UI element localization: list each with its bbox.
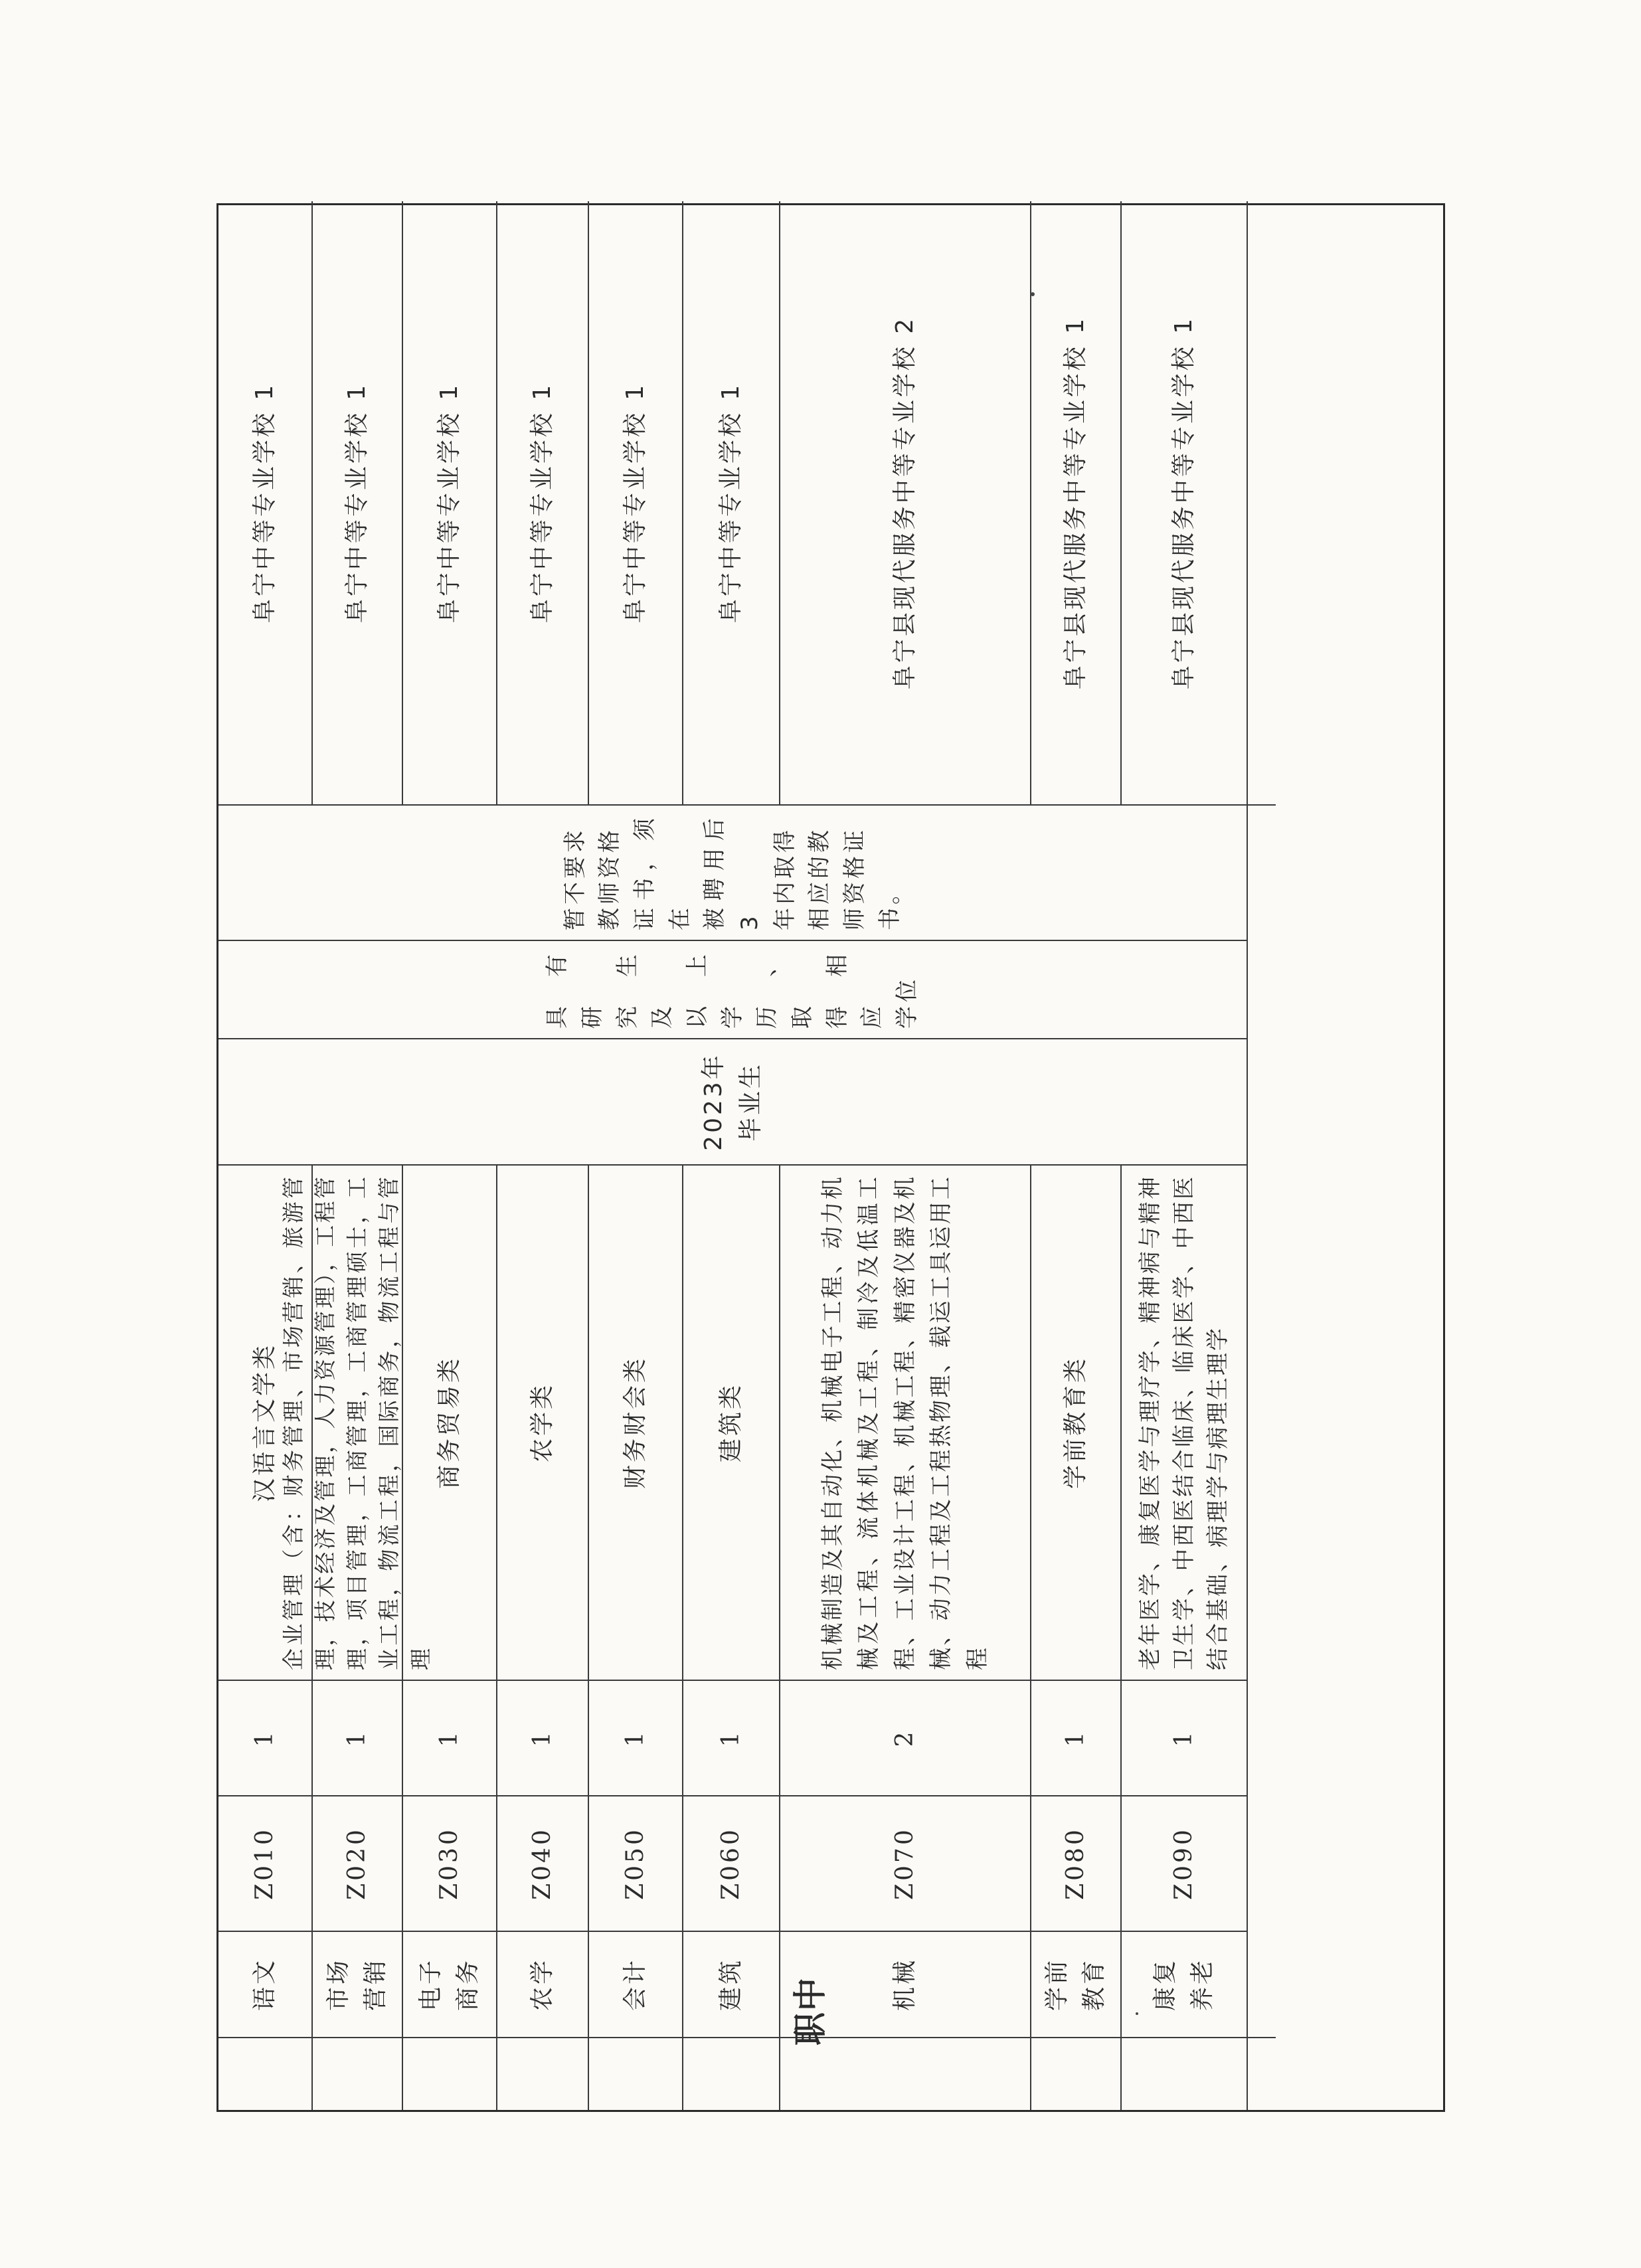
cell-code: Z010 [218, 1795, 313, 1931]
cell-code: Z090 [1122, 1795, 1248, 1931]
cell-blank [313, 2037, 403, 2110]
cell-code: Z050 [589, 1795, 683, 1931]
cell-code: Z020 [313, 1795, 403, 1931]
recruitment-table [216, 203, 1445, 2112]
category-label: 职中 [791, 1976, 829, 2046]
cell-blank [497, 2037, 589, 2110]
cell-recruit-target: 2023年 毕业生 [218, 1038, 1248, 1164]
cell-count: 1 [683, 1680, 780, 1795]
recruitment-table-rotated [216, 203, 1445, 2112]
cell-count: 1 [589, 1680, 683, 1795]
cell-blank [403, 2037, 497, 2110]
cell-subject: 电子 商务 [403, 1931, 497, 2037]
cell-code: Z030 [403, 1795, 497, 1931]
cell-code: Z070 [780, 1795, 1031, 1931]
cell-major: 商务贸易类 [403, 1164, 497, 1680]
cell-blank [218, 2037, 313, 2110]
cell-school: 阜宁中等专业学校 1 [403, 201, 497, 804]
cell-school: 阜宁县现代服务中等专业学校 1 [1031, 201, 1122, 804]
cell-count: 2 [780, 1680, 1031, 1795]
cell-subject: 农学 [497, 1931, 589, 2037]
cell-school: 阜宁中等专业学校 1 [683, 201, 780, 804]
cell-subject: 市场 营销 [313, 1931, 403, 2037]
cell-school: 阜宁县现代服务中等专业学校 2 [780, 201, 1031, 804]
cell-education: 具有研 究生及 以上学 历、取 得相应 学位 [218, 940, 1248, 1038]
cell-blank [683, 2037, 780, 2110]
scan-speck [1031, 292, 1035, 296]
cell-blank [1248, 804, 1276, 2037]
cell-code: Z080 [1031, 1795, 1122, 1931]
cell-subject: 建筑 [683, 1931, 780, 2037]
cell-count: 1 [1031, 1680, 1122, 1795]
cell-major: 汉语言文学类 [218, 1164, 313, 1680]
cell-major: 机械制造及其自动化、机械电子工程、动力机械及工程、流体机械及工程、制冷及低温工程、工业设计工程、机械工程、精密仪器及机械、动力工程及工程热物理、载运工具运用工程 [780, 1164, 1031, 1680]
cell-major: 老年医学、康复医学与理疗学、精神病与精神卫生学、中西医结合临床、临床医学、中西医结合基础、病理学与病理生理学 [1122, 1164, 1248, 1680]
cell-count: 1 [218, 1680, 313, 1795]
cell-qualification: 暂不要求 教师资格 证书，须在 被聘用后3 年内取得 相应的教 师资格证 书。 [218, 804, 1248, 940]
cell-major: 企业管理（含：财务管理、市场营销、旅游管理，技术经济及管理，人力资源管理），工程管理，项目管理，工商管理，工商管理硕士，工业工程，物流工程，国际商务，物流工程与管理 [313, 1164, 403, 1680]
cell-subject: 语文 [218, 1931, 313, 2037]
cell-blank [1031, 2037, 1122, 2110]
cell-code: Z060 [683, 1795, 780, 1931]
scan-speck [1136, 2012, 1138, 2015]
cell-major: 农学类 [497, 1164, 589, 1680]
cell-school: 阜宁中等专业学校 1 [218, 201, 313, 804]
cell-major: 财务财会类 [589, 1164, 683, 1680]
cell-school: 阜宁中等专业学校 1 [313, 201, 403, 804]
cell-major: 建筑类 [683, 1164, 780, 1680]
cell-code: Z040 [497, 1795, 589, 1931]
cell-blank [1248, 201, 1276, 804]
cell-count: 1 [403, 1680, 497, 1795]
cell-subject: 会计 [589, 1931, 683, 2037]
cell-school: 阜宁中等专业学校 1 [497, 201, 589, 804]
cell-school: 阜宁县现代服务中等专业学校 1 [1122, 201, 1248, 804]
cell-school: 阜宁中等专业学校 1 [589, 201, 683, 804]
cell-subject: 康复 养老 [1122, 1931, 1248, 2037]
cell-blank [1122, 2037, 1248, 2110]
cell-blank [589, 2037, 683, 2110]
cell-subject: 学前 教育 [1031, 1931, 1122, 2037]
cell-count: 1 [497, 1680, 589, 1795]
cell-blank [780, 2037, 1031, 2110]
cell-subject: 机械 [780, 1931, 1031, 2037]
cell-count: 1 [1122, 1680, 1248, 1795]
cell-count: 1 [313, 1680, 403, 1795]
cell-major: 学前教育类 [1031, 1164, 1122, 1680]
cell-blank [1248, 2037, 1276, 2110]
